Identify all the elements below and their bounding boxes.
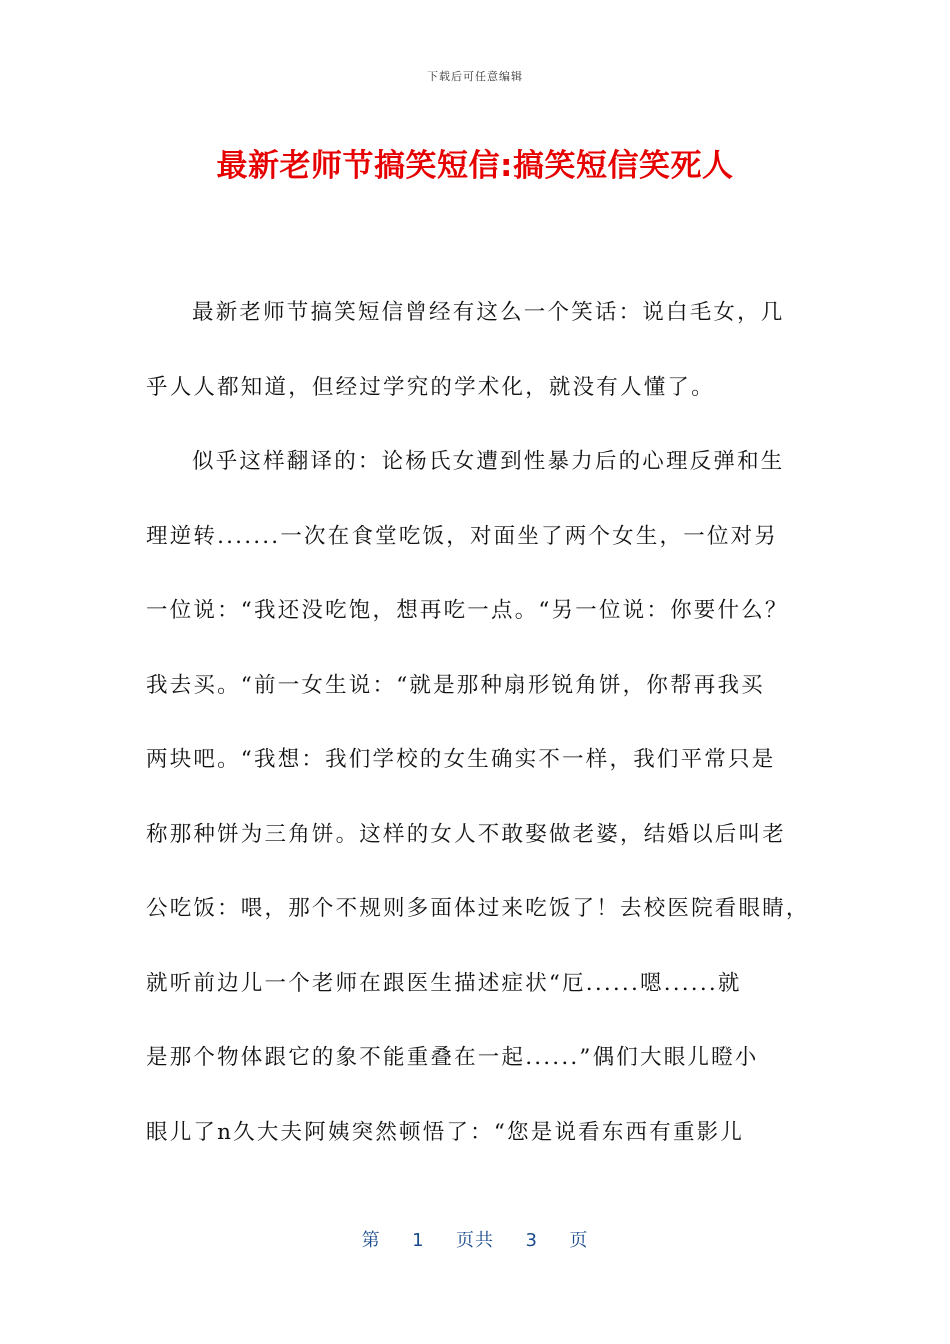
paragraph-line: 是那个物体跟它的象不能重叠在一起......”偶们大眼儿瞪小 bbox=[146, 1045, 759, 1070]
paragraph-line: 似乎这样翻译的：论杨氏女遭到性暴力后的心理反弹和生 bbox=[192, 449, 785, 474]
document-title: 最新老师节搞笑短信:搞笑短信笑死人 bbox=[216, 148, 734, 184]
paragraph-line: 眼儿了n久大夫阿姨突然顿悟了：“您是说看东西有重影儿 bbox=[146, 1119, 745, 1145]
footer-current-page: 1 bbox=[412, 1230, 425, 1251]
page-footer bbox=[0, 1226, 950, 1252]
paragraph-line: 称那种饼为三角饼。这样的女人不敢娶做老婆，结婚以后叫老 bbox=[146, 821, 786, 847]
paragraph-line: 乎人人都知道，但经过学究的学术化，就没有人懂了。 bbox=[146, 374, 715, 400]
footer-total-pages: 3 bbox=[525, 1230, 538, 1251]
footer-middle: 页共 bbox=[456, 1230, 494, 1251]
footer-suffix: 页 bbox=[569, 1230, 589, 1251]
paragraph-line: 理逆转.......一次在食堂吃饭，对面坐了两个女生，一位对另 bbox=[146, 523, 779, 549]
document-body bbox=[146, 276, 810, 1170]
paragraph-line: 就听前边儿一个老师在跟医生描述症状“厄......嗯......就 bbox=[146, 970, 742, 996]
footer-prefix: 第 bbox=[361, 1230, 381, 1251]
paragraph-line: 一位说：“我还没吃饱，想再吃一点。“另一位说：你要什么？ bbox=[146, 598, 789, 623]
paragraph-line: 我去买。“前一女生说：“就是那种扇形锐角饼，你帮再我买 bbox=[146, 672, 765, 698]
paragraph-line: 两块吧。“我想：我们学校的女生确实不一样，我们平常只是 bbox=[146, 747, 776, 772]
paragraph-line: 最新老师节搞笑短信曾经有这么一个笑话：说白毛女，几 bbox=[192, 300, 785, 325]
paragraph-line: 公吃饭：喂，那个不规则多面体过来吃饭了！去校医院看眼睛， bbox=[146, 896, 810, 921]
header-note: 下载后可任意编辑 bbox=[427, 70, 523, 83]
